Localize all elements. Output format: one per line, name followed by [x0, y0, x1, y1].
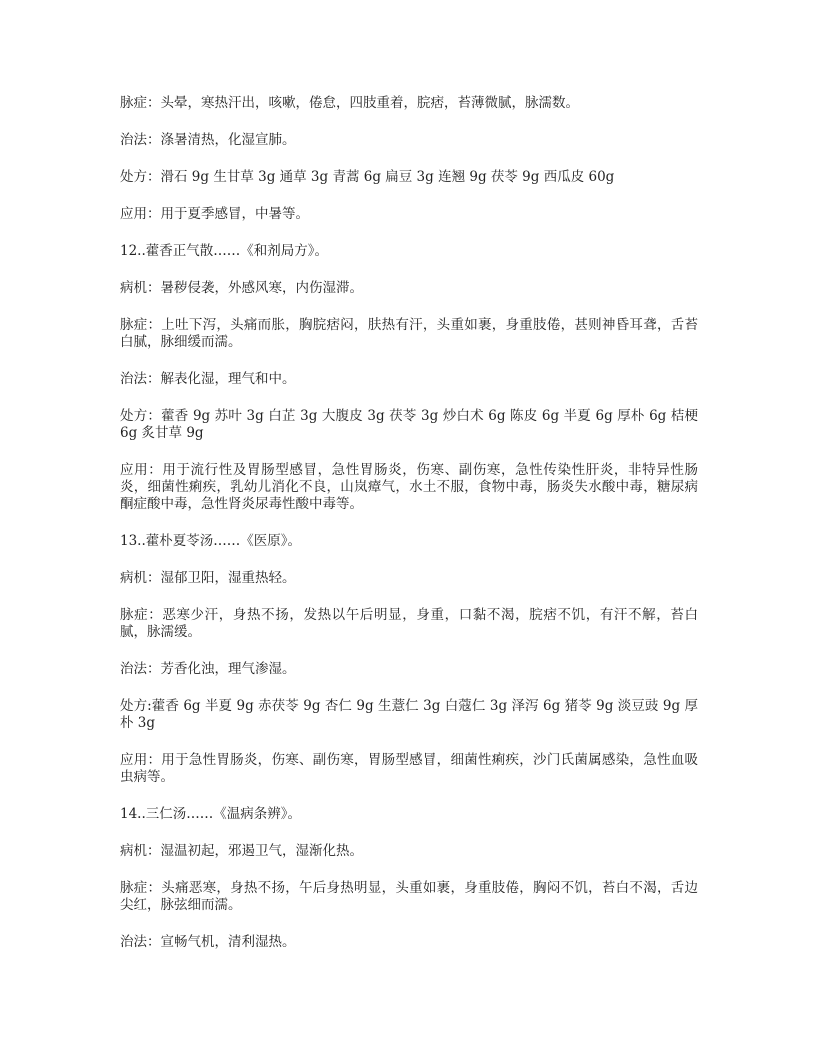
paragraph-pathogenesis: 病机：暑秽侵袭，外感风寒，内伤湿滞。: [120, 280, 363, 296]
paragraph-pathogenesis: 病机：湿郁卫阳，湿重热轻。: [120, 570, 296, 586]
paragraph-application: 应用：用于流行性及胃肠型感冒，急性胃肠炎，伤寒、副伤寒，急性传染性肝炎，非特异性肠炎，细菌性痢疾，乳幼儿消化不良，山岚瘴气，水土不服，食物中毒，肠炎失水酸中毒，糖尿病酮症酸中毒，急性肾炎尿毒性酸中毒等。: [120, 462, 698, 512]
paragraph-pathogenesis: 病机：湿温初起，邪遏卫气，湿渐化热。: [120, 843, 363, 859]
paragraph-application: 应用：用于急性胃肠炎，伤寒、副伤寒，胃肠型感冒，细菌性痢疾，沙门氏菌属感染，急性血吸虫病等。: [120, 752, 698, 785]
section-heading-12: 12..藿香正气散……《和剂局方》。: [120, 243, 329, 259]
paragraph-prescription: 处方:藿香 6g 半夏 9g 赤茯苓 9g 杏仁 9g 生薏仁 3g 白蔻仁 3g 泽泻 6g 猪苓 9g 淡豆豉 9g 厚朴 3g: [120, 698, 698, 731]
section-heading-13: 13..藿朴夏苓汤……《医原》。: [120, 533, 302, 549]
paragraph-symptoms: 脉症：头痛恶寒，身热不扬，午后身热明显，头重如裹，身重肢倦，胸闷不饥，苔白不渴，舌边尖红，脉弦细而濡。: [120, 880, 698, 913]
section-heading-14: 14..三仁汤……《温病条辨》。: [120, 806, 302, 822]
paragraph-symptoms: 脉症：恶寒少汗，身热不扬，发热以午后明显，身重，口黏不渴，脘痞不饥，有汗不解，苔白腻，脉濡缓。: [120, 607, 698, 640]
paragraph-application: 应用：用于夏季感冒，中暑等。: [120, 206, 309, 222]
paragraph-treatment: 治法：宣畅气机，清利湿热。: [120, 934, 296, 950]
paragraph-treatment: 治法：芳香化浊，理气渗湿。: [120, 661, 296, 677]
paragraph-symptoms: 脉症：上吐下泻，头痛而胀，胸脘痞闷，肤热有汗，头重如裹，身重肢倦，甚则神昏耳聋，舌苔白腻，脉细缓而濡。: [120, 317, 698, 350]
paragraph-treatment: 治法：涤暑清热，化湿宣肺。: [120, 132, 296, 148]
document-page: [120, 95, 698, 971]
paragraph-symptoms: 脉症：头晕，寒热汗出，咳嗽，倦怠，四肢重着，脘痞，苔薄微腻，脉濡数。: [120, 95, 579, 111]
paragraph-treatment: 治法：解表化湿，理气和中。: [120, 371, 296, 387]
paragraph-prescription: 处方：藿香 9g 苏叶 3g 白芷 3g 大腹皮 3g 茯苓 3g 炒白术 6g 陈皮 6g 半夏 6g 厚朴 6g 桔梗 6g 炙甘草 9g: [120, 408, 698, 441]
paragraph-prescription: 处方：滑石 9g 生甘草 3g 通草 3g 青蒿 6g 扁豆 3g 连翘 9g 茯苓 9g 西瓜皮 60g: [120, 169, 615, 185]
